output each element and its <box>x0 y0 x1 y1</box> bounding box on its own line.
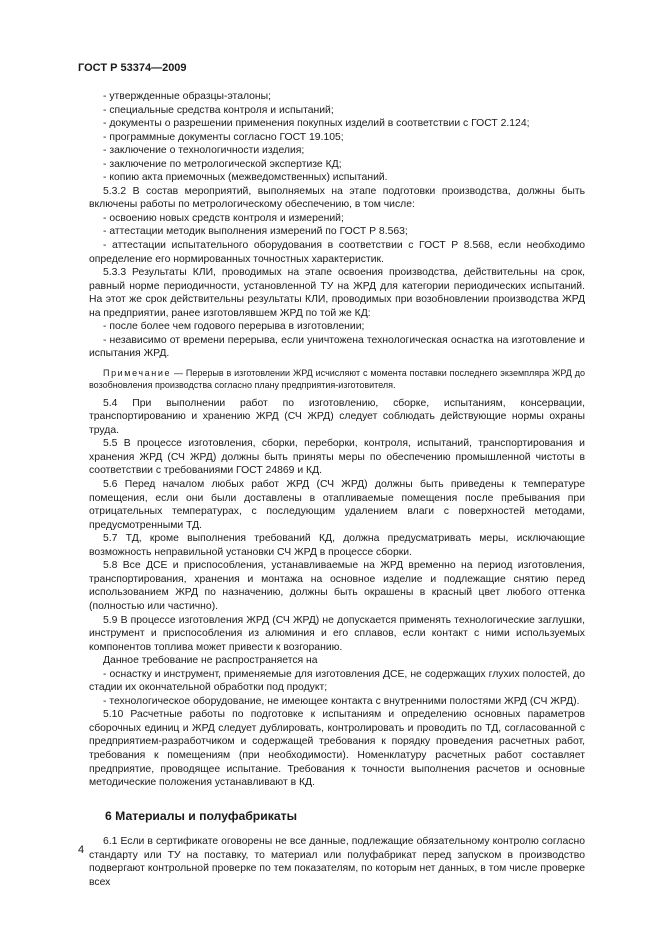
paragraph: - аттестации испытательного оборудования в соответствии с ГОСТ Р 8.568, если необходимо определение его нормированных точностных характеристик. <box>89 240 585 265</box>
paragraph: - копию акта приемочных (межведомственных) испытаний. <box>103 172 388 184</box>
paragraph: 5.8 Все ДСЕ и приспособления, устанавливаемые на ЖРД временно на период изготовления, транспортирования, хранения и монтажа на основное изделие и подлежащие снятию перед использованием ЖРД по назначению, должны быть окрашены в красный цвет любого оттенка (полностью или частично). <box>89 560 585 612</box>
paragraph: - утвержденные образцы-эталоны; <box>103 91 272 102</box>
paragraph: - специальные средства контроля и испытаний; <box>103 104 334 116</box>
paragraph: 5.6 Перед началом любых работ ЖРД (СЧ ЖРД) должны быть приведены к температуре помещения, если они были доставлены в отапливаемые помещения после пребывания при отрицательных температурах, с последующим удалением влаги с поверхностей методами, предусмотренными ТД. <box>89 479 585 531</box>
page-number: 4 <box>78 844 85 856</box>
paragraph: - заключение по метрологической экспертизе КД; <box>103 158 342 170</box>
paragraph: 5.7 ТД, кроме выполнения требований КД, должна предусматривать меры, исключающие возможность неправильной установки СЧ ЖРД в процессе сборки. <box>89 533 585 558</box>
paragraph: Данное требование не распространяется на <box>103 655 318 667</box>
document-header: ГОСТ Р 53374—2009 <box>78 62 187 74</box>
paragraph: - освоению новых средств контроля и измерений; <box>103 212 344 224</box>
paragraph: 5.3.3 Результаты КЛИ, проводимых на этапе освоения производства, действительны на срок, равный норме периодичности, установленной ТУ на ЖРД для категории периодических испытаний. На этот же срок действительны результаты КЛИ, проводимых при возобновлении производства ЖРД на предприятии, ранее изготовлявшем ЖРД по той же КД: <box>89 267 585 319</box>
section-heading: 6 Материалы и полуфабрикаты <box>105 808 297 823</box>
paragraph: - документы о разрешении применения покупных изделий в соответствии с ГОСТ 2.124; <box>103 118 530 130</box>
paragraph: - после более чем годового перерыва в изготовлении; <box>103 321 365 333</box>
note-paragraph <box>89 367 585 392</box>
paragraph: - программные документы согласно ГОСТ 19.105; <box>103 131 344 143</box>
paragraph: - аттестации методик выполнения измерений по ГОСТ Р 8.563; <box>103 226 408 238</box>
paragraph: 5.9 В процессе изготовления ЖРД (СЧ ЖРД) не допускается применять технологические заглушки, инструмент и приспособления из алюминия и его сплавов, если контакт с ними используемых компонентов топлива может привести к возгоранию. <box>89 614 585 653</box>
paragraph: 6.1 Если в сертификате оговорены не все данные, подлежащие обязательному контролю согласно стандарту или ТУ на поставку, то материал или полуфабрикат перед запуском в производство подвергают контрольной проверке по тем показателям, по которым нет данных, в том числе проверке всех <box>89 836 585 888</box>
paragraph: 5.4 При выполнении работ по изготовлению, сборке, испытаниям, консервации, транспортированию и хранению ЖРД (СЧ ЖРД) следует соблюдать действующие нормы охраны труда. <box>89 397 585 436</box>
paragraph: - оснастку и инструмент, применяемые для изготовления ДСЕ, не содержащих глухих полостей, до стадии их окончательной обработки под продукт; <box>89 668 585 694</box>
paragraph: - заключение о технологичности изделия; <box>103 145 305 157</box>
paragraph: 5.3.2 В состав мероприятий, выполняемых на этапе подготовки производства, должны быть включены работы по метрологическому обеспечению, в том числе: <box>89 185 585 211</box>
note-label: Примечание <box>103 367 172 378</box>
paragraph: 5.5 В процессе изготовления, сборки, переборки, контроля, испытаний, транспортирования и хранения ЖРД (СЧ ЖРД) должны быть приняты меры по обеспечению промышленной чистоты в соответствии с требованиями ГОСТ 24869 и КД. <box>89 438 585 477</box>
paragraph: - технологическое оборудование, не имеющее контакта с внутренними полостями ЖРД (СЧ ЖРД). <box>103 695 580 707</box>
document-body <box>89 90 585 889</box>
paragraph: 5.10 Расчетные работы по подготовке к испытаниям и определению основных параметров сборочных единиц и ЖРД следует дублировать, контролировать и проводить по ТД, согласованной с предприятием-разработчиком и содержащей требования к порядку проведения расчетных работ, требования к помещениям (при необходимости). Номенклатуру расчетных работ составляет предприятие, проводящее испытание. Требования к точности выполнения расчетов и основные методические положения устанавливают в КД. <box>89 709 585 789</box>
note-text: — Перерыв в изготовлении ЖРД исчисляют с момента поставки последнего экземпляра ЖРД до возобновления производства согласно плану предприятия-изготовителя. <box>89 367 585 391</box>
paragraph: - независимо от времени перерыва, если уничтожена технологическая оснастка на изготовление и испытания ЖРД. <box>89 334 585 360</box>
